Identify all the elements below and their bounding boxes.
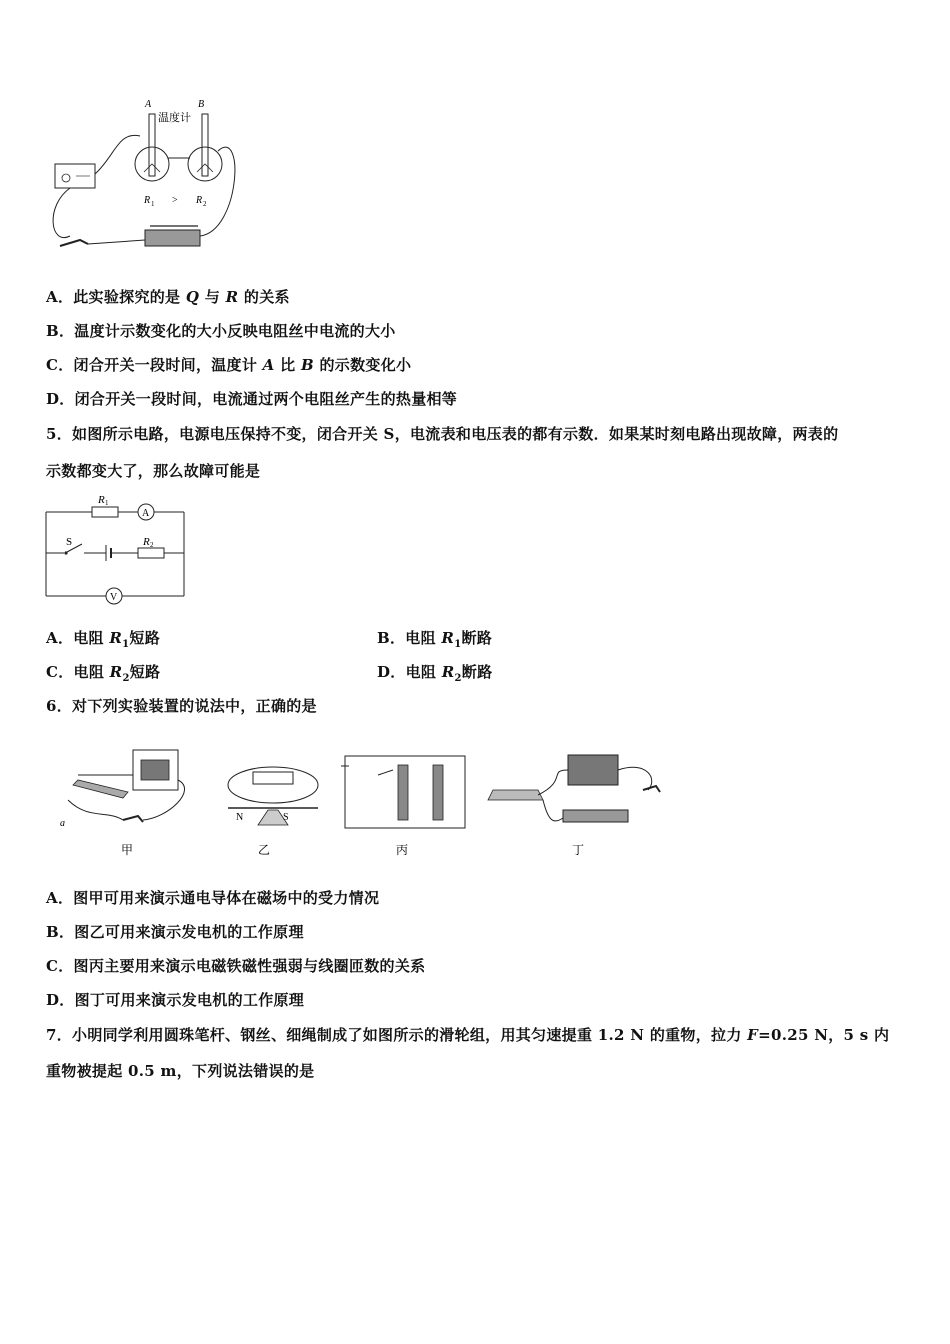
q6-option-b: B．图乙可用来演示发电机的工作原理 [46,923,304,941]
ammeter-label: A [142,508,150,519]
joule-heating-figure [40,96,240,256]
q6-option-d: D．图丁可用来演示发电机的工作原理 [46,991,305,1009]
q6-option-a: A．图甲可用来演示通电导体在磁场中的受力情况 [46,889,380,907]
q4-option-b: B．温度计示数变化的大小反映电阻丝中电流的大小 [46,322,396,340]
circuit-r2-sub: 2 [150,541,154,549]
q5-option-c: C．电阻 $R_2$短路 [46,663,161,684]
fig-a-label: a [60,818,65,829]
circuit-r1-sub: 1 [105,499,109,507]
voltmeter-label: V [110,592,118,603]
label-jia: 甲 [121,843,134,857]
switch-label: S [66,536,73,548]
circuit-r1: R [98,494,105,506]
q6-option-c: C．图丙主要用来演示电磁铁磁性强弱与线圈匝数的关系 [46,957,426,975]
fig-n-label: N [236,812,244,823]
q5-stem-line2: 示数都变大了，那么故障可能是 [46,462,261,480]
label-bing: 丙 [396,843,409,857]
q4-option-d: D．闭合开关一段时间，电流通过两个电阻丝产生的热量相等 [46,390,458,408]
q4-option-c: C．闭合开关一段时间，温度计 A 比 B 的示数变化小 [46,356,412,374]
q4-option-a: A．此实验探究的是 Q 与 R 的关系 [46,288,290,306]
r2-sub: 2 [203,200,207,208]
q5-stem-line1: 5．如图所示电路，电源电压保持不变，闭合开关 S，电流表和电压表的都有示数．如果某时刻电路出现故障，两表的 [46,425,839,443]
thermometer-label: 温度计 [158,112,191,124]
label-a: A [145,99,152,110]
label-b: B [198,99,205,110]
r1-sub: 1 [151,200,155,208]
q6-apparatus-figure [48,740,668,865]
q5-option-d: D．电阻 $R_2$断路 [377,663,493,684]
q7-stem-line2: 重物被提起 0.5 m，下列说法错误的是 [46,1062,315,1080]
r2-label: R [196,195,203,206]
circuit-r2: R [143,536,150,548]
label-yi: 乙 [258,843,271,857]
q6-stem: 6．对下列实验装置的说法中，正确的是 [46,697,317,715]
label-ding: 丁 [572,843,585,857]
compare-sign: > [172,195,178,206]
fig-s-label: S [283,812,289,823]
q5-option-b: B．电阻 $R_1$断路 [377,629,493,650]
q5-option-a: A．电阻 $R_1$短路 [46,629,161,650]
q5-circuit-figure [40,490,190,608]
r1-label: R [144,195,151,206]
q7-stem-line1: 7．小明同学利用圆珠笔杆、钢丝、细绳制成了如图所示的滑轮组，用其匀速提重 1.2 N 的重物，拉力 F=0.25 N，5 s 内 [46,1026,890,1044]
